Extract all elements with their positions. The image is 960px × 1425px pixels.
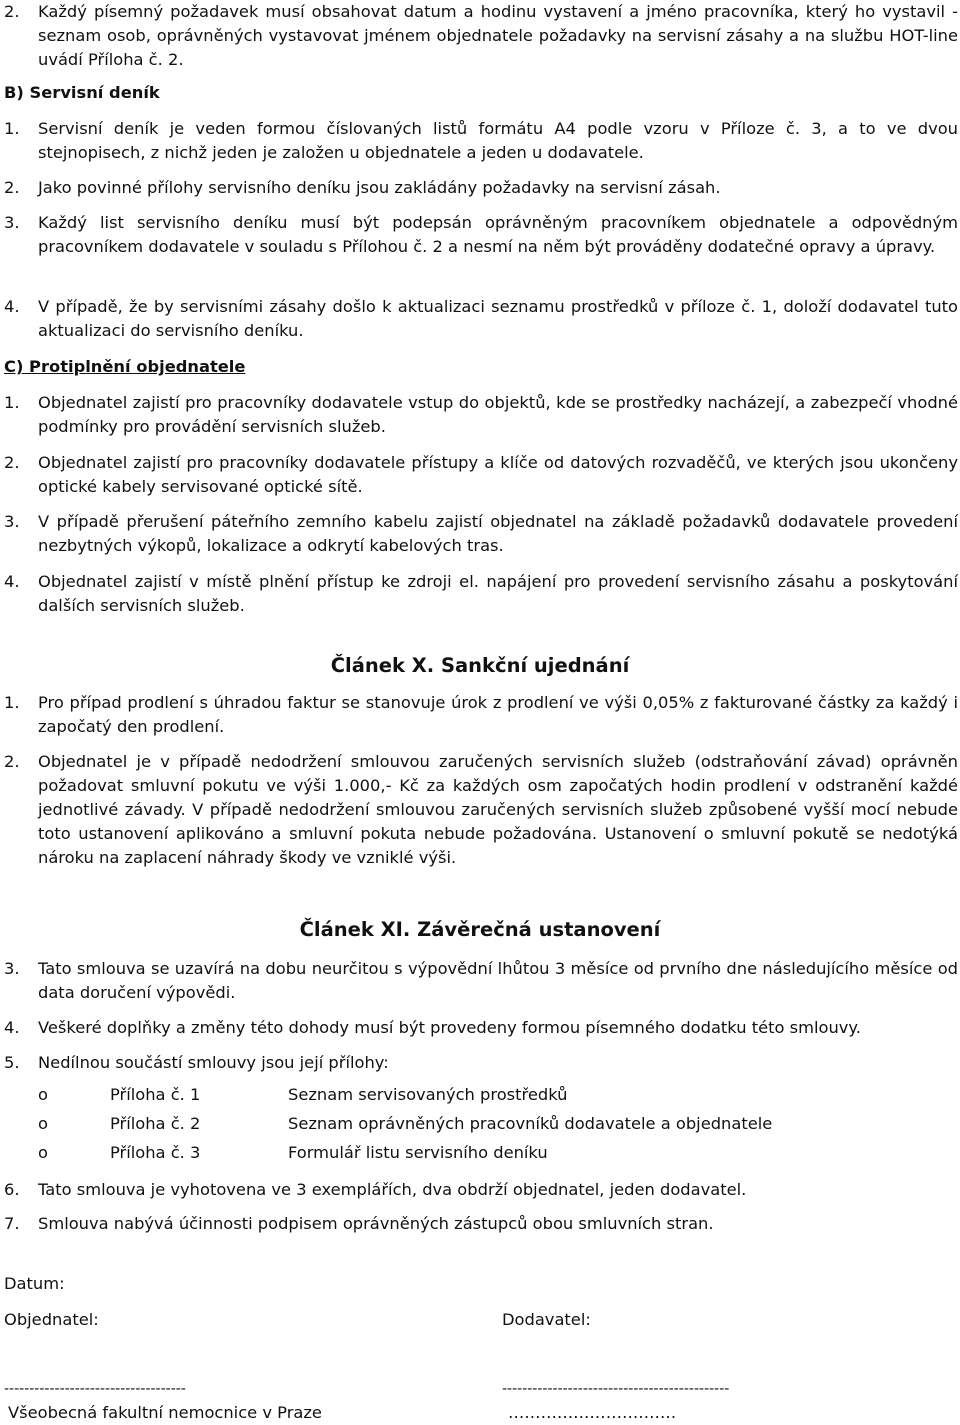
item-number: 6. (4, 1180, 20, 1199)
article-xi-item-7 (4, 1212, 958, 1236)
item-number: 1. (4, 693, 20, 712)
item-number: 1. (4, 119, 20, 138)
item-text: Jako povinné přílohy servisního deníku jsou zakládány požadavky na servisní zásah. (38, 178, 721, 197)
section-b-heading: B) Servisní deník (4, 83, 160, 102)
supplier-name: …………………………. (508, 1403, 676, 1422)
item-text: Objednatel zajistí v místě plnění přístup ke zdroji el. napájení pro provedení servisního zásahu a poskytování dalších servisních služeb. (38, 572, 958, 615)
item-text: Každý list servisního deníku musí být podepsán oprávněným pracovníkem objednatele a odpovědným pracovníkem dodavatele v souladu s Přílohou č. 2 a nesmí na něm být prováděny dodatečné opravy a úpravy. (38, 213, 958, 256)
item-text: Servisní deník je veden formou číslovaných listů formátu A4 podle vzoru v Příloze č. 3, a to ve dvou stejnopisech, z nichž jeden je založen u objednatele a jeden u dodavatele. (38, 119, 958, 162)
item-text: V případě, že by servisními zásahy došlo k aktualizaci seznamu prostředků v příloze č. 1, doloží dodavatel tuto aktualizaci do servisního deníku. (38, 297, 958, 340)
attachment-bullet: o (38, 1085, 48, 1104)
section-b-item-3 (4, 211, 958, 259)
item-number: 4. (4, 572, 20, 591)
item-text: Každý písemný požadavek musí obsahovat datum a hodinu vystavení a jméno pracovníka, který ho vystavil - seznam osob, oprávněných vystavovat jménem objednatele požadavky na servisní zásahy a na službu HOT-line uvádí Příloha č. 2. (38, 2, 958, 69)
section-b-item-4 (4, 295, 958, 343)
article-x-item-2 (4, 750, 958, 870)
item-text: Objednatel zajistí pro pracovníky dodavatele přístupy a klíče od datových rozvaděčů, ve kterých jsou ukončeny optické kabely servisované optické sítě. (38, 453, 958, 496)
section-c-item-4 (4, 570, 958, 618)
item-text: Veškeré doplňky a změny této dohody musí být provedeny formou písemného dodatku této smlouvy. (38, 1018, 861, 1037)
item-text: Smlouva nabývá účinnosti podpisem oprávněných zástupců obou smluvních stran. (38, 1214, 714, 1233)
item-text: Objednatel je v případě nedodržení smlouvou zaručených servisních služeb (odstraňování závad) oprávněn požadovat smluvní pokutu ve výši 1.000,- Kč za každých osm započatých hodin prodlení v odstranění každé jednotlivé závady. V případě nedodržení smlouvou zaručených servisních služeb způsobené vyšší mocí nebude toto ustanovení aplikováno a smluvní pokuta nebude požadována. Ustanovení o smluvní pokutě se nedotýká nároku na zaplacení náhrady škody ve vzniklé výši. (38, 752, 958, 867)
attachment-bullet: o (38, 1143, 48, 1162)
item-number: 4. (4, 297, 20, 316)
item-number: 3. (4, 959, 20, 978)
item-number: 3. (4, 213, 20, 232)
attachment-label: Příloha č. 2 (110, 1114, 201, 1133)
attachment-label: Příloha č. 3 (110, 1143, 201, 1162)
client-signature-line: ------------------------------------ (4, 1381, 186, 1397)
section-c-heading: C) Protiplnění objednatele (4, 357, 246, 376)
item-text: Tato smlouva je vyhotovena ve 3 exemplářích, dva obdrží objednatel, jeden dodavatel. (38, 1180, 747, 1199)
attachment-title: Seznam servisovaných prostředků (288, 1085, 568, 1104)
client-label: Objednatel: (4, 1310, 99, 1329)
article-xi-item-3 (4, 957, 958, 1005)
article-xi-item-5 (4, 1051, 958, 1075)
item-number: 2. (4, 752, 20, 771)
item-number: 7. (4, 1214, 20, 1233)
item-number: 5. (4, 1053, 20, 1072)
section-c-item-2 (4, 451, 958, 499)
item-number: 4. (4, 1018, 20, 1037)
supplier-signature-line: --------------------------------------------- (502, 1381, 730, 1397)
attachment-title: Seznam oprávněných pracovníků dodavatele a objednatele (288, 1114, 773, 1133)
item-number: 2. (4, 453, 20, 472)
attachment-title: Formulář listu servisního deníku (288, 1143, 548, 1162)
item-text: Objednatel zajistí pro pracovníky dodavatele vstup do objektů, kde se prostředky nacházejí, a zabezpečí vhodné podmínky pro provádění servisních služeb. (38, 393, 958, 436)
article-xi-title: Článek XI. Závěrečná ustanovení (299, 918, 661, 941)
section-b-item-1 (4, 117, 958, 165)
attachment-bullet: o (38, 1114, 48, 1133)
article-x-title: Článek X. Sankční ujednání (330, 654, 630, 677)
supplier-label: Dodavatel: (502, 1310, 591, 1329)
section-c-item-1 (4, 391, 958, 439)
date-label: Datum: (4, 1274, 65, 1293)
item-number: 2. (4, 178, 20, 197)
item-number: 2. (4, 2, 20, 21)
attachment-label: Příloha č. 1 (110, 1085, 201, 1104)
item-number: 1. (4, 393, 20, 412)
section-c-item-3 (4, 510, 958, 558)
item-text: Nedílnou součástí smlouvy jsou její přílohy: (38, 1053, 389, 1072)
article-xi-item-6 (4, 1178, 958, 1202)
section-a-item-2 (4, 0, 958, 72)
item-text: Pro případ prodlení s úhradou faktur se stanovuje úrok z prodlení ve výši 0,05% z fakturované částky za každý i započatý den prodlení. (38, 693, 958, 736)
item-number: 3. (4, 512, 20, 531)
client-name: Všeobecná fakultní nemocnice v Praze (8, 1403, 322, 1422)
section-b-item-2 (4, 176, 958, 200)
item-text: Tato smlouva se uzavírá na dobu neurčitou s výpovědní lhůtou 3 měsíce od prvního dne následujícího měsíce od data doručení výpovědi. (38, 959, 958, 1002)
item-text: V případě přerušení páteřního zemního kabelu zajistí objednatel na základě požadavků dodavatele provedení nezbytných výkopů, lokalizace a odkrytí kabelových tras. (38, 512, 958, 555)
article-x-item-1 (4, 691, 958, 739)
article-xi-item-4 (4, 1016, 958, 1040)
